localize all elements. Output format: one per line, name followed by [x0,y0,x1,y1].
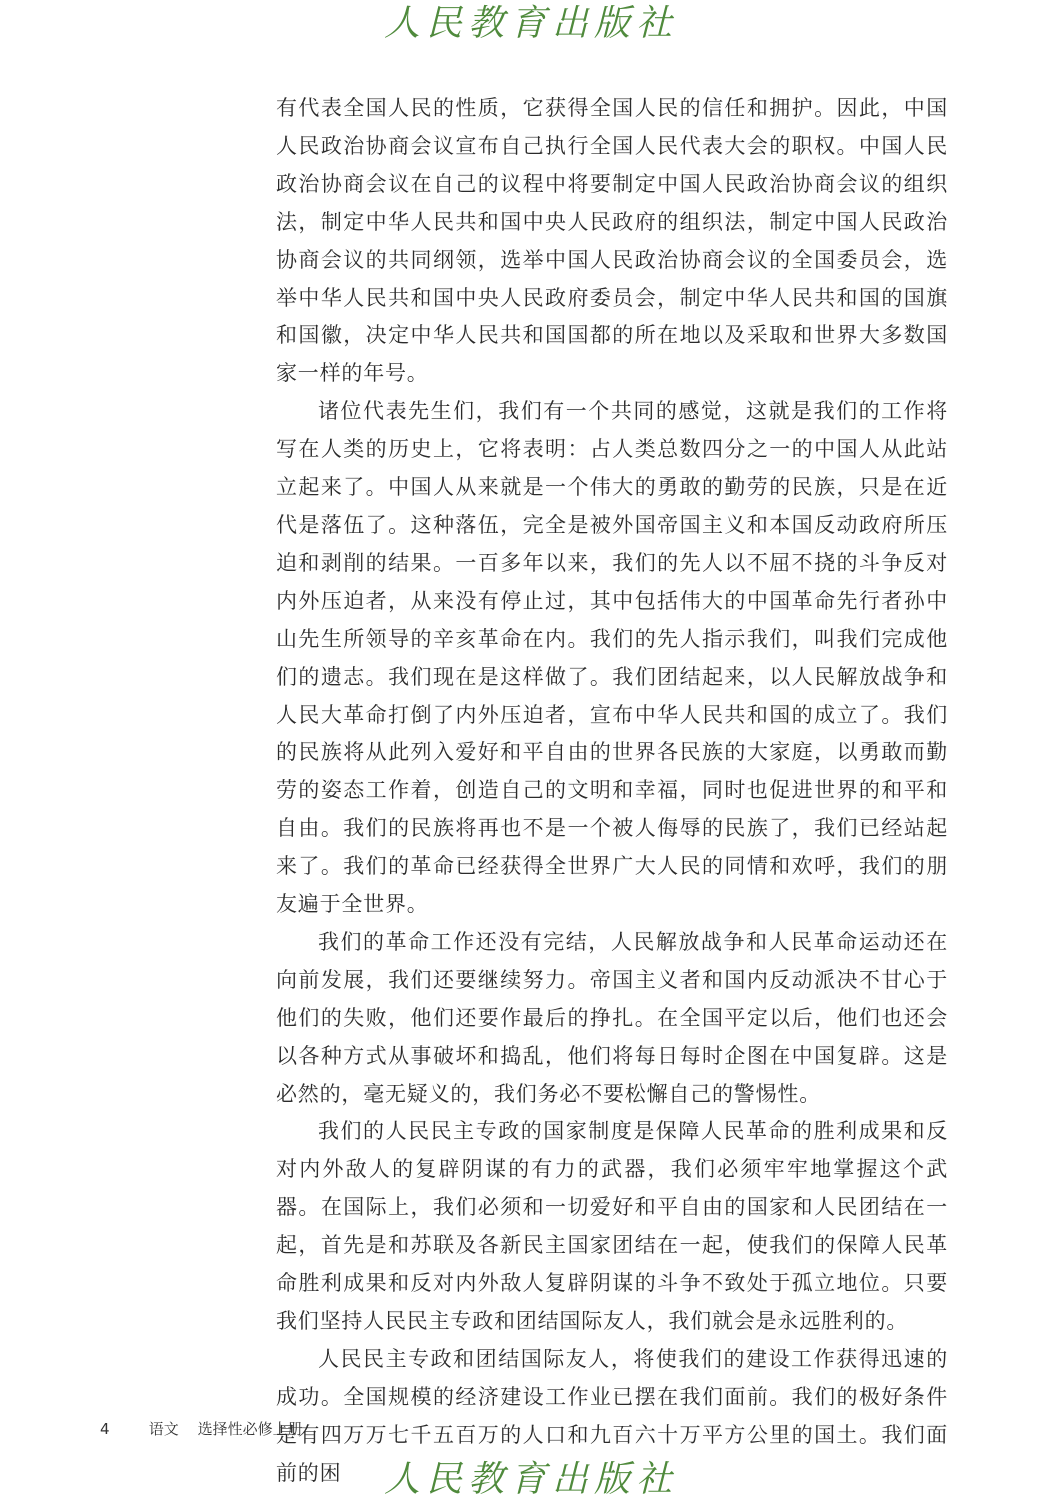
page-number: 4 [100,1420,110,1438]
book-subject: 语文 [148,1420,179,1438]
paragraph: 人民民主专政和团结国际友人，将使我们的建设工作获得迅速的成功。全国规模的经济建设工作业已摆在我们面前。我们的极好条件是有四万万七千五百万的人口和九百六十万平方公里的国土。我们面前的困 [276,1346,948,1485]
page-footer [100,1418,303,1439]
paragraph: 我们的人民民主专政的国家制度是保障人民革命的胜利成果和反对内外敌人的复辟阴谋的有力的武器，我们必须牢牢地掌握这个武器。在国际上，我们必须和一切爱好和平自由的国家和人民团结在一起，首先是和苏联及各新民主国家团结在一起，使我们的保障人民革命胜利成果和反对内外敌人复辟阴谋的斗争不致处于孤立地位。只要我们坚持人民民主专政和团结国际友人，我们就会是永远胜利的。 [276,1119,948,1333]
paragraph: 我们的革命工作还没有完结，人民解放战争和人民革命运动还在向前发展，我们还要继续努力。帝国主义者和国内反动派决不甘心于他们的失败，他们还要作最后的挣扎。在全国平定以后，他们也还会以各种方式从事破坏和捣乱，他们将每日每时企图在中国复辟。这是必然的，毫无疑义的，我们务必不要松懈自己的警惕性。 [276,929,948,1106]
document-body [276,90,948,1493]
publisher-watermark-top: 人民教育出版社 [383,3,678,44]
paragraph-continuation: 有代表全国人民的性质，它获得全国人民的信任和拥护。因此，中国人民政治协商会议宣布自己执行全国人民代表大会的职权。中国人民政治协商会议在自己的议程中将要制定中国人民政治协商会议的组织法，制定中华人民共和国中央人民政府的组织法，制定中国人民政治协商会议的共同纲领，选举中国人民政治协商会议的全国委员会，选举中华人民共和国中央人民政府委员会，制定中华人民共和国的国旗和国徽，决定中华人民共和国国都的所在地以及采取和世界大多数国家一样的年号。 [276,96,948,386]
paragraph: 诸位代表先生们，我们有一个共同的感觉，这就是我们的工作将写在人类的历史上，它将表明：占人类总数四分之一的中国人从此站立起来了。中国人从来就是一个伟大的勇敢的勤劳的民族，只是在近代是落伍了。这种落伍，完全是被外国帝国主义和本国反动政府所压迫和剥削的结果。一百多年以来，我们的先人以不屈不挠的斗争反对内外压迫者，从来没有停止过，其中包括伟大的中国革命先行者孙中山先生所领导的辛亥革命在内。我们的先人指示我们，叫我们完成他们的遗志。我们现在是这样做了。我们团结起来，以人民解放战争和人民大革命打倒了内外压迫者，宣布中华人民共和国的成立了。我们的民族将从此列入爱好和平自由的世界各民族的大家庭，以勇敢而勤劳的姿态工作着，创造自己的文明和幸福，同时也促进世界的和平和自由。我们的民族将再也不是一个被人侮辱的民族了，我们已经站起来了。我们的革命已经获得全世界广大人民的同情和欢呼，我们的朋友遍于全世界。 [276,399,948,917]
book-volume: 选择性必修上册 [197,1420,303,1438]
publisher-watermark-bottom: 人民教育出版社 [383,1459,678,1500]
